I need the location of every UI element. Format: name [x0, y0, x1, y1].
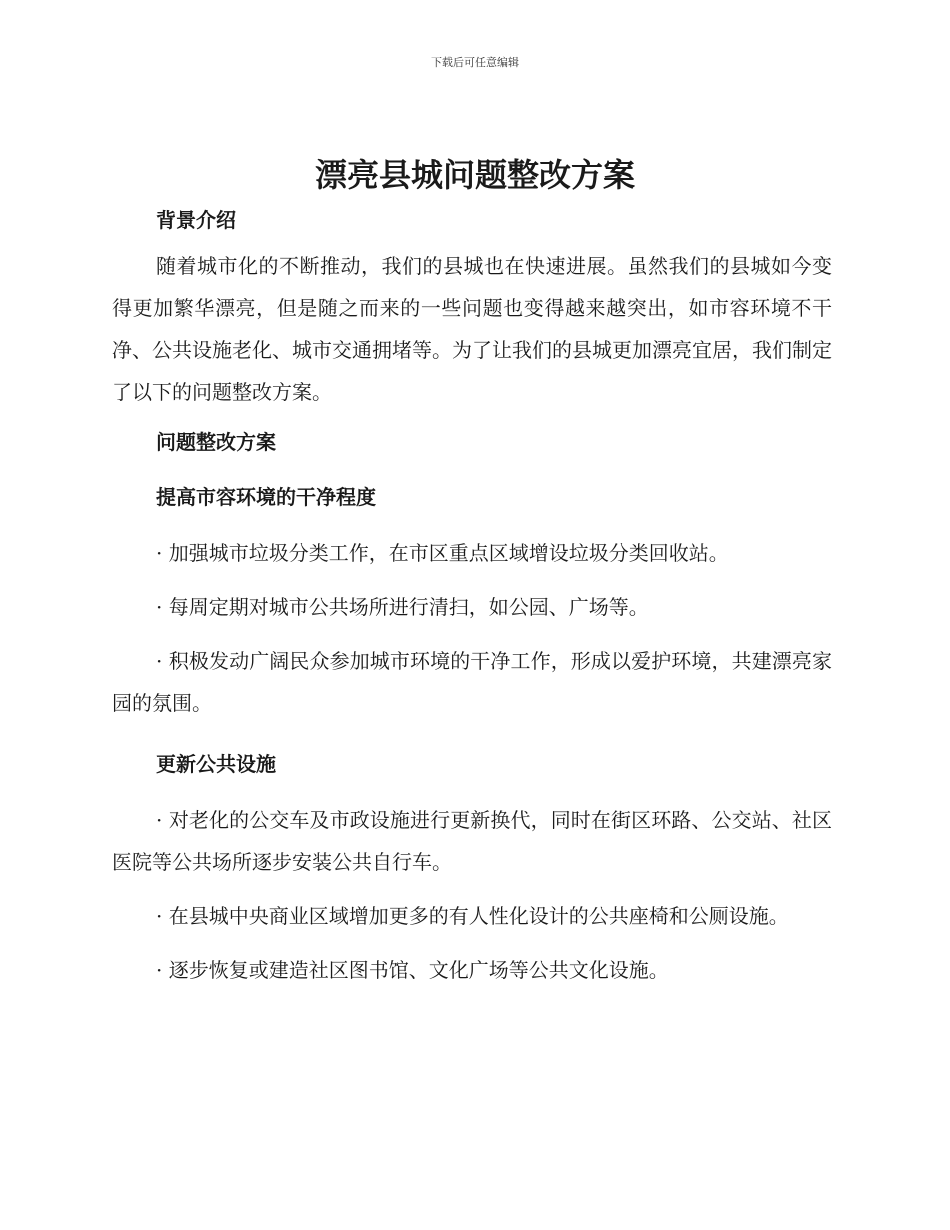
facilities-item: · 对老化的公交车及市政设施进行更新换代，同时在街区环路、公交站、社区医院等公共场所逐步安装公共自行车。: [112, 808, 832, 874]
facilities-heading: 更新公共设施: [156, 752, 276, 776]
document-body: [112, 205, 832, 991]
document-title: 漂亮县城问题整改方案: [314, 156, 635, 194]
header-note: 下载后可任意编辑: [431, 56, 519, 69]
background-heading: 背景介绍: [156, 208, 236, 232]
background-paragraph: 随着城市化的不断推动，我们的县城也在快速进展。虽然我们的县城如今变得更加繁华漂亮，但是随之而来的一些问题也变得越来越突出，如市容环境不干净、公共设施老化、城市交通拥堵等。为了让我们的县城更加漂亮宜居，我们制定了以下的问题整改方案。: [112, 254, 832, 404]
clean-item: · 积极发动广阔民众参加城市环境的干净工作，形成以爱护环境，共建漂亮家园的氛围。: [112, 649, 832, 715]
facilities-item: · 在县城中央商业区域增加更多的有人性化设计的公共座椅和公厕设施。: [156, 904, 789, 928]
clean-item: · 加强城市垃圾分类工作，在市区重点区域增设垃圾分类回收站。: [156, 541, 729, 565]
plan-heading: 问题整改方案: [156, 430, 276, 454]
clean-item: · 每周定期对城市公共场所进行清扫，如公园、广场等。: [156, 595, 649, 619]
clean-heading: 提高市容环境的干净程度: [156, 485, 376, 509]
facilities-item: · 逐步恢复或建造社区图书馆、文化广场等公共文化设施。: [156, 958, 669, 982]
